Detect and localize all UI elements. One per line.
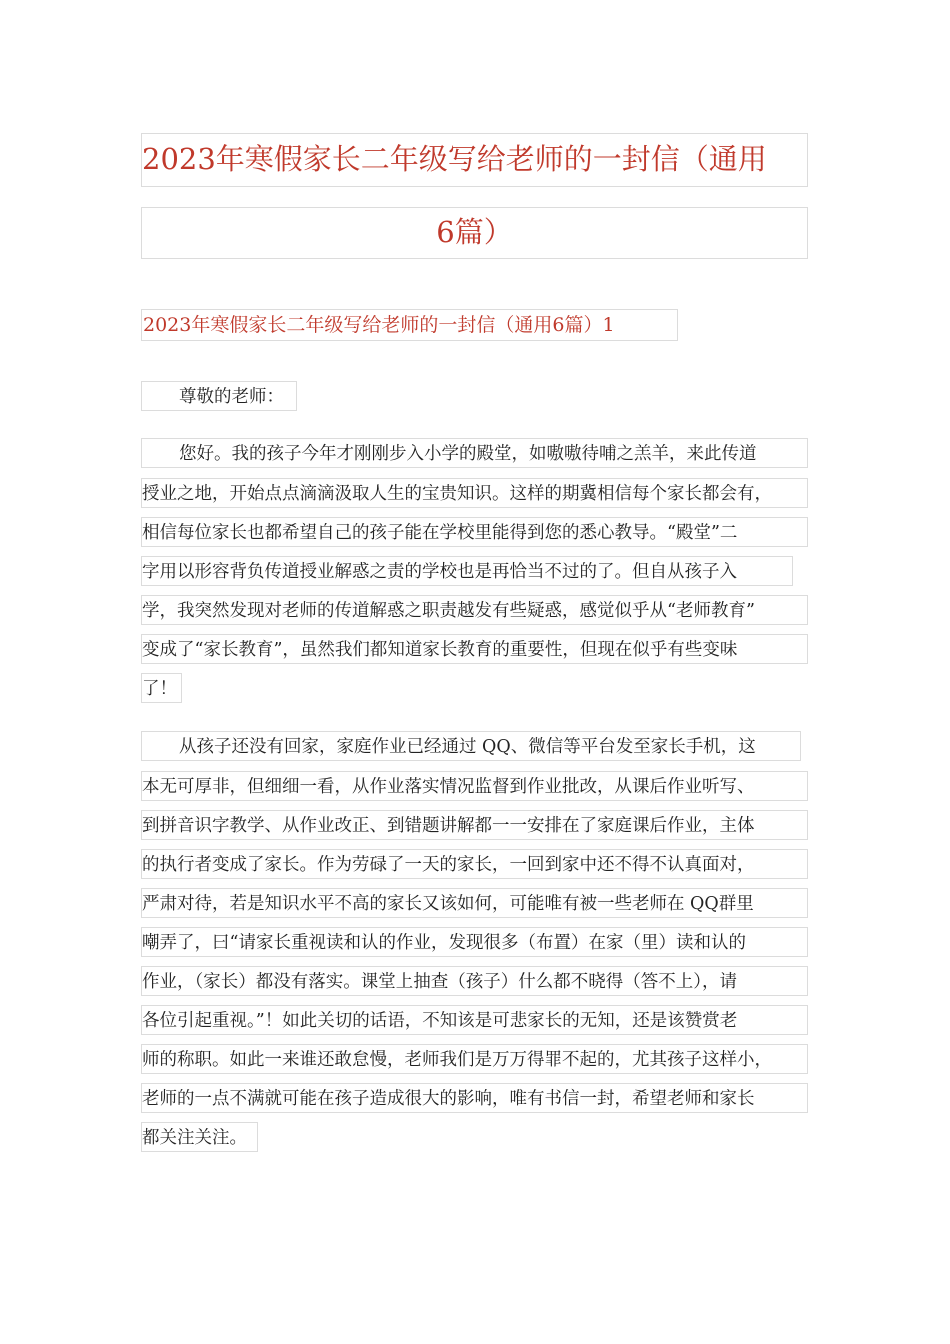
paragraph-1-line: 字用以形容背负传道授业解惑之责的学校也是再恰当不过的了。但自从孩子入 (141, 556, 793, 586)
paragraph-2-line: 各位引起重视。”！如此关切的话语，不知该是可悲家长的无知，还是该赞赏老 (141, 1005, 808, 1035)
paragraph-1-line: 了！ (141, 673, 182, 703)
document-title-line-2: 6篇） (141, 207, 808, 259)
paragraph-1-line: 变成了“家长教育”，虽然我们都知道家长教育的重要性，但现在似乎有些变味 (141, 634, 808, 664)
paragraph-2-line: 本无可厚非，但细细一看，从作业落实情况监督到作业批改，从课后作业听写、 (141, 771, 808, 801)
paragraph-2-line: 嘲弄了，曰“请家长重视读和认的作业，发现很多（布置）在家（里）读和认的 (141, 927, 808, 957)
paragraph-1-line: 授业之地，开始点点滴滴汲取人生的宝贵知识。这样的期冀相信每个家长都会有， (141, 478, 808, 508)
paragraph-2-line: 从孩子还没有回家，家庭作业已经通过 QQ、微信等平台发至家长手机，这 (141, 731, 801, 761)
paragraph-2-line: 严肃对待，若是知识水平不高的家长又该如何，可能唯有被一些老师在 QQ群里 (141, 888, 808, 918)
paragraph-1-line: 相信每位家长也都希望自己的孩子能在学校里能得到您的悉心教导。“殿堂”二 (141, 517, 808, 547)
paragraph-2-line: 师的称职。如此一来谁还敢怠慢，老师我们是万万得罪不起的，尤其孩子这样小， (141, 1044, 808, 1074)
section-heading: 2023年寒假家长二年级写给老师的一封信（通用6篇）1 (141, 309, 678, 341)
paragraph-2-line: 老师的一点不满就可能在孩子造成很大的影响，唯有书信一封，希望老师和家长 (141, 1083, 808, 1113)
paragraph-1-line: 您好。我的孩子今年才刚刚步入小学的殿堂，如嗷嗷待哺之羔羊，来此传道 (141, 438, 808, 468)
document-title-line-1: 2023年寒假家长二年级写给老师的一封信（通用 (141, 133, 808, 187)
paragraph-2-line: 都关注关注。 (141, 1122, 258, 1152)
paragraph-2-line: 到拼音识字教学、从作业改正、到错题讲解都一一安排在了家庭课后作业，主体 (141, 810, 808, 840)
paragraph-1-line: 学，我突然发现对老师的传道解惑之职责越发有些疑惑，感觉似乎从“老师教育” (141, 595, 808, 625)
salutation: 尊敬的老师： (141, 381, 297, 411)
paragraph-2-line: 的执行者变成了家长。作为劳碌了一天的家长，一回到家中还不得不认真面对， (141, 849, 808, 879)
paragraph-2-line: 作业，（家长）都没有落实。课堂上抽查（孩子）什么都不晓得（答不上），请 (141, 966, 808, 996)
